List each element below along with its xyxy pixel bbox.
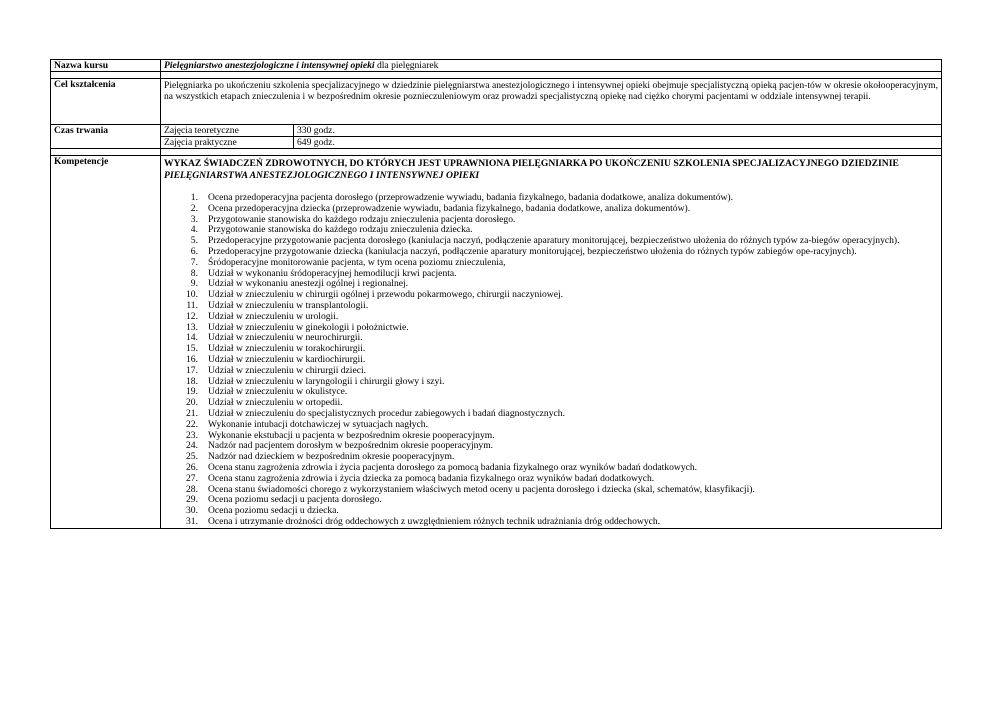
list-item-text: Wykonanie intubacji dotchawiczej w sytuacjach nagłych.: [208, 418, 428, 430]
list-item-number: 22.: [186, 418, 198, 430]
spacer-row: [51, 72, 942, 79]
duration-label: Czas trwania: [51, 125, 161, 149]
list-item-text: Przedoperacyjne przygotowanie dziecka (kaniulacja naczyń, podłączenie aparatury monitorującej, bezpieczeństwo ułożenia do różnych typów zabiegów ope-racyjnych).: [208, 245, 857, 257]
list-item-number: 17.: [186, 364, 198, 376]
duration-practice-name: Zajęcia praktyczne: [161, 137, 294, 149]
list-item-number: 29.: [186, 494, 198, 506]
list-item-number: 18.: [186, 375, 198, 387]
list-item-number: 21.: [186, 407, 198, 419]
list-item-number: 2.: [190, 202, 198, 214]
list-item-number: 14.: [186, 332, 198, 344]
list-item-text: Udział w znieczuleniu w torakochirurgii.: [208, 343, 366, 355]
list-item-text: Udział w wykonaniu śródoperacyjnej hemodilucji krwi pacjenta.: [208, 267, 457, 279]
list-item-number: 5.: [190, 235, 198, 247]
duration-cell: [161, 125, 942, 149]
list-item-number: 3.: [190, 213, 198, 225]
list-item-text: Udział w znieczuleniu w urologii.: [208, 310, 339, 322]
aim-row: [51, 79, 942, 125]
list-item-number: 31.: [186, 515, 198, 527]
duration-row: [51, 125, 942, 149]
list-item-number: 13.: [186, 321, 198, 333]
list-item-number: 9.: [190, 278, 198, 290]
list-item-text: Ocena i utrzymanie drożności dróg oddechowych z uwzględnieniem różnych technik udrażniania dróg oddechowych.: [208, 515, 661, 527]
competences-heading-italic: PIELĘGNIARSTWA ANESTEZJOLOGICZNEGO I INTENSYWNEJ OPIEKI: [164, 170, 480, 181]
list-item-text: Ocena stanu zagrożenia zdrowia i życia pacjenta dorosłego za pomocą badania fizykalnego oraz wyników badań dodatkowych.: [208, 461, 698, 473]
list-item-text: Ocena poziomu sedacji u dziecka.: [208, 505, 339, 517]
list-item-number: 19.: [186, 386, 198, 398]
competences-cell: [161, 156, 942, 529]
list-item-text: Udział w znieczuleniu w laryngologii i chirurgii głowy i szyi.: [208, 375, 445, 387]
list-item-text: Przedoperacyjne przygotowanie pacjenta dorosłego (kaniulacja naczyń, podłączenie aparatury monitorującej, bezpieczeństwo ułożenia do różnych typów za-biegów operacyjnych).: [208, 235, 900, 247]
course-name-value: [161, 60, 942, 72]
list-item-number: 23.: [186, 429, 198, 441]
competences-heading: [164, 156, 938, 182]
list-item-number: 4.: [190, 224, 198, 236]
list-item-text: Nadzór nad dzieckiem w bezpośrednim okresie pooperacyjnym.: [208, 451, 455, 463]
list-item-number: 1.: [190, 192, 198, 203]
course-name-label: Nazwa kursu: [51, 60, 161, 72]
duration-practice-row: [161, 137, 941, 149]
list-item-text: Udział w wykonaniu anestezji ogólnej i regionalnej.: [208, 278, 409, 290]
list-item-text: Śródoperacyjne monitorowanie pacjenta, w tym ocena poziomu znieczulenia,: [208, 256, 506, 268]
list-item-number: 16.: [186, 353, 198, 365]
list-item-number: 28.: [186, 483, 198, 495]
list-item-number: 26.: [186, 461, 198, 473]
list-item-text: Ocena stanu zagrożenia zdrowia i życia dziecka za pomocą badania fizykalnego oraz wyników badań dodatkowych.: [208, 472, 655, 484]
competences-heading-plain: WYKAZ ŚWIADCZEŃ ZDROWOTNYCH, DO KTÓRYCH JEST UPRAWNIONA PIELĘGNIARKA PO UKOŃCZENIU SZKOLENIA SPECJALIZACYJNEGO DZIEDZINIE: [164, 158, 899, 169]
list-item-text: Wykonanie ekstubacji u pacjenta w bezpośrednim okresie pooperacyjnym.: [208, 429, 495, 441]
duration-theory-row: [161, 125, 941, 137]
list-item-text: Przygotowanie stanowiska do każdego rodzaju znieczulenia pacjenta dorosłego.: [208, 213, 516, 225]
list-item-text: Udział w znieczuleniu w ginekologii i położnictwie.: [208, 321, 409, 333]
list-item-number: 15.: [186, 343, 198, 355]
list-item-text: Udział w znieczuleniu w kardiochirurgii.: [208, 353, 366, 365]
competences-row: [51, 156, 942, 529]
list-item-number: 30.: [186, 505, 198, 517]
list-item-number: 7.: [190, 256, 198, 268]
competences-list: [164, 193, 938, 528]
list-item-text: Udział w znieczuleniu w chirurgii dzieci.: [208, 364, 367, 376]
list-item-text: Udział w znieczuleniu do specjalistycznych procedur zabiegowych i badań diagnostycznych.: [208, 407, 565, 419]
aim-label: Cel kształcenia: [51, 79, 161, 125]
list-item-text: Udział w znieczuleniu w transplantologii.: [208, 299, 369, 311]
list-item-text: Nadzór nad pacjentem dorosłym w bezpośrednim okresie pooperacyjnym.: [208, 440, 494, 452]
course-table: [50, 59, 942, 529]
list-item-number: 11.: [186, 299, 198, 311]
course-name-row: [51, 60, 942, 72]
list-item-text: Udział w znieczuleniu w okulistyce.: [208, 386, 348, 398]
list-item-number: 24.: [186, 440, 198, 452]
list-item-number: 27.: [186, 472, 198, 484]
list-item-number: 6.: [190, 245, 198, 257]
list-item-number: 20.: [186, 397, 198, 409]
list-item-number: 8.: [190, 267, 198, 279]
list-item-text: Ocena przedoperacyjna dziecka (przeprowadzenie wywiadu, badania fizykalnego, badania dodatkowe, analiza dokumentów).: [208, 202, 691, 214]
course-title-italic: Pielęgniarstwo anestezjologiczne i intensywnej opieki: [164, 60, 375, 71]
list-item-number: 12.: [186, 310, 198, 322]
competences-label: Kompetencje: [51, 156, 161, 529]
course-title-rest: dla pielęgniarek: [374, 60, 439, 71]
duration-subtable: [161, 125, 941, 148]
list-item-text: Przygotowanie stanowiska do każdego rodzaju znieczulenia dziecka.: [208, 224, 473, 236]
list-item-text: Ocena poziomu sedacji u pacjenta dorosłego.: [208, 494, 382, 506]
duration-practice-value: 649 godz.: [294, 137, 942, 149]
duration-theory-value: 330 godz.: [297, 125, 335, 136]
list-item-text: Udział w znieczuleniu w ortopedii.: [208, 397, 343, 409]
list-item-number: 10.: [186, 289, 198, 301]
list-item-text: Udział w znieczuleniu w neurochirurgii.: [208, 332, 363, 344]
spacer-row: [51, 149, 942, 156]
list-item-text: Udział w znieczuleniu w chirurgii ogólnej i przewodu pokarmowego, chirurgii naczyniowej.: [208, 289, 564, 301]
list-item-number: 25.: [186, 451, 198, 463]
list-item-text: Ocena przedoperacyjna pacjenta dorosłego (przeprowadzenie wywiadu, badania fizykalnego, badania dodatkowe, analiza dokumentów).: [208, 192, 734, 203]
list-item-text: Ocena stanu świadomości chorego z wykorzystaniem właściwych metod oceny u pacjenta dorosłego i dziecka (skal, schematów, klasyfikacji).: [208, 483, 755, 495]
aim-text: Pielęgniarka po ukończeniu szkolenia specjalizacyjnego w dziedzinie pielęgniarstwa anestezjologicznego i intensywnej opieki obejmuje specjalistyczną opieką pacjen-tów w okresie okołooperacyjnym, na wszystkich etapach znieczulenia i w bezpośrednim okresie poznieczuleniowym oraz prowadzi specjalistyczną opiekę nad ciężko chorymi pacjentami w oddziale intensywnej terapii.: [161, 79, 942, 125]
duration-theory-name: Zajęcia teoretyczne: [161, 125, 294, 137]
list-item: [164, 517, 938, 528]
